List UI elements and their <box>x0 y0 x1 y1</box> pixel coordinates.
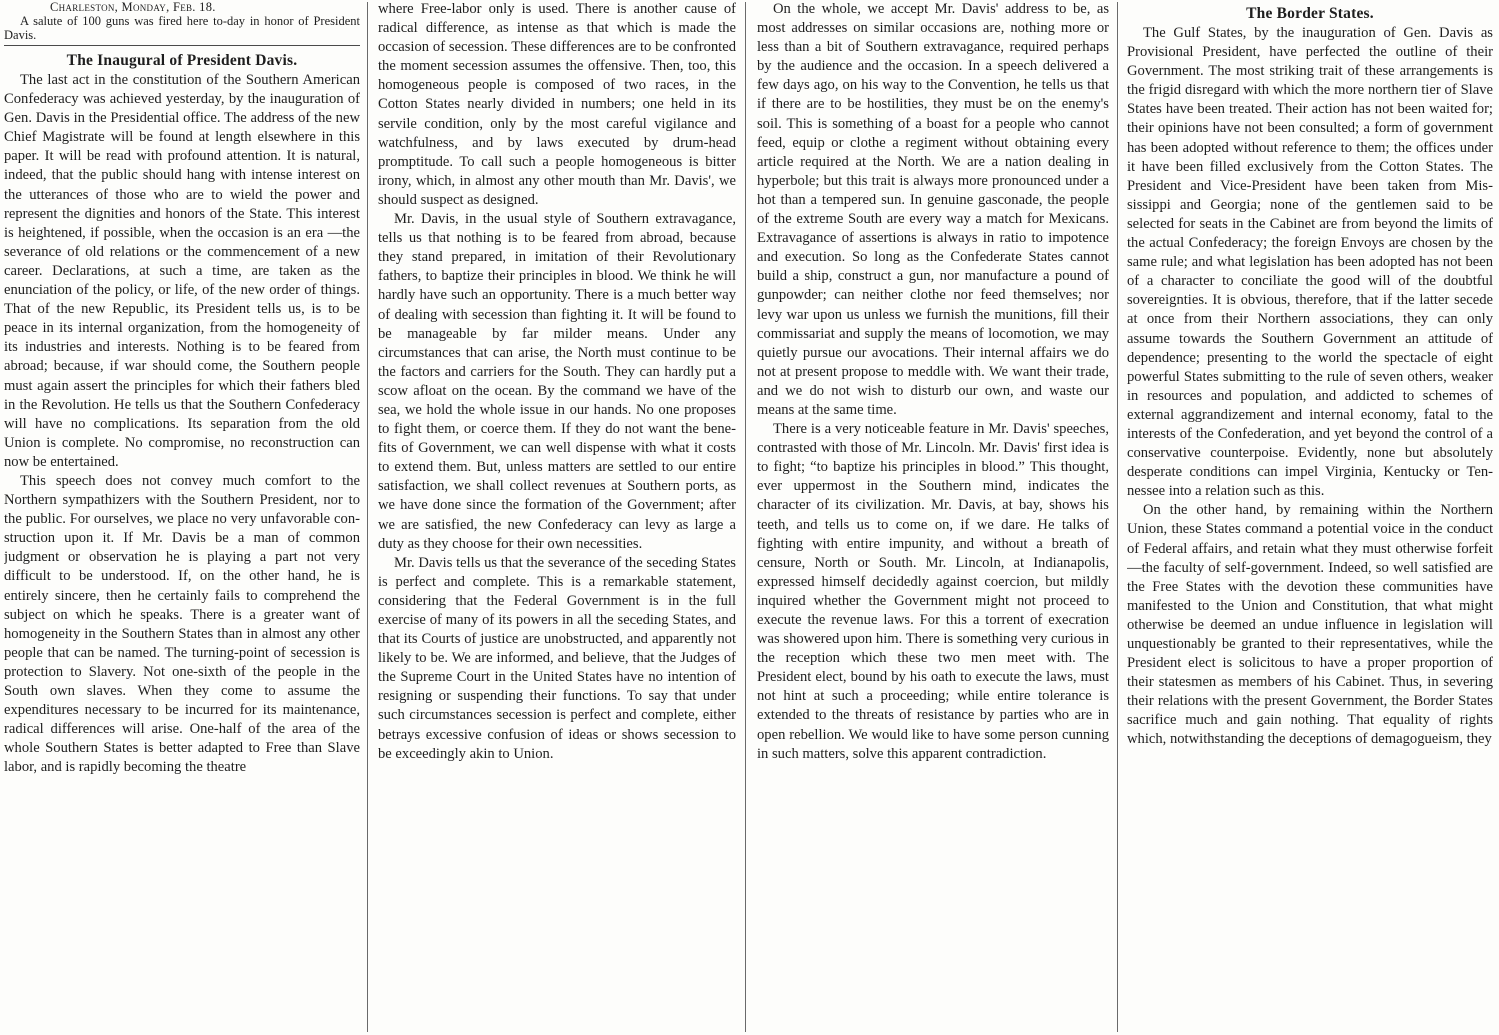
article-headline: The Border States. <box>1246 5 1374 22</box>
column-1 <box>4 0 360 1035</box>
article-headline: The Inaugural of President Davis. <box>66 52 298 69</box>
article-paragraph: On the whole, we accept Mr. Davis' address to be, as most addresses on similar occasions are, nothing more or less than a bit of Southern extravagance, required perhaps by the audience and the occasion. In a speech delivered a few days ago, on his way to the Convention, he tells us that if there are to be hostilities, they must be on the enemy's soil. This is something of a boast for a people who cannot feed, equip or clothe a regiment without obtaining every article required at the North. We are a nation dealing in hyperbole; but this trait is always more pronounced under a hot than a tempered sun. In genuine gasconade, the people of the extreme South are every way a match for Mexicans. Extravagance of assertions is always in ratio to impotence and execution. So long as the Confederate States cannot build a ship, construct a gun, nor manufacture a pound of gunpowder; can neither clothe nor feed themselves; nor levy war upon us unless we furnish the munitions, fill their commissariat and supply the means of locomotion, we may quietly pursue our avocations. Their internal affairs we do not at present propose to meddle with. We want their trade, and we do not wish to disturb our own, and waste our means at the same time. <box>757 1 1109 418</box>
column-rule <box>367 2 368 1032</box>
article-paragraph: where Free-labor only is used. There is another cause of radical difference, as intense as that which is made the occasion of secession. These differences are to be confronted the moment secession assumes the offensive. Then, too, this homogeneous people is composed of two races, in the Cotton States nearly divided in numbers; one held in its servile condition, only by the most careful vigilance and watchfulness, and by laws executed by drum-head promptitude. To call such a people homogeneous is bitter irony, which, in almost any other mouth than Mr. Davis', we should suspect as designed. <box>378 1 736 208</box>
column-2 <box>378 0 736 1035</box>
column-rule <box>745 2 746 1032</box>
column-4 <box>1127 0 1493 1035</box>
article-paragraph: There is a very noticeable feature in Mr. Davis' speeches, contrasted with those of Mr. Lincoln. Mr. Davis' first idea is to fight; “to baptize his principles in blood.” This thought, ever uppermost in the Southern mind, indicates the character of its civilization. Mr. Davis, at bay, shows his teeth, and tells us to come on, if we dare. He talks of fighting with entire impunity, and without a breath of censure, North or South. Mr. Lincoln, at Indianapolis, expressed himself decidedly against coercion, but mildly inquired whether the Government might not proceed to execute the revenue laws. For this a torrent of execration was showered upon him. There is something very curious in the reception which these two men meet with. The President elect, bound by his oath to execute the laws, must not hint at such a proceeding; while entire tolerance is extended to the threats of resistance by parties who are in open rebellion. We would like to have some person cunning in such matters, solve this apparent contradiction. <box>757 421 1109 762</box>
article-paragraph: Mr. Davis, in the usual style of Southern extravagance, tells us that nothing is to be feared from abroad, because they stand prepared, in imitation of their Revolutionary fathers, to baptize their principles in blood. We think he will hardly have such an opportunity. There is a much better way of dealing with secession than fighting it. It will be found to be manageable by far milder means. Under any circumstances that can arise, the North must continue to be the factors and carriers for the South. They can hardly put a scow afloat on the ocean. By the command we have of the sea, we hold the whole issue in our hands. No one proposes to fight them, or coerce them. If they do not want the benefits of Government, we can well dispense with what it costs to extend them. But, unless matters are settled to our entire satisfaction, we shall collect revenues at Southern ports, as we have done since the formation of the Government; after we are satisfied, the new Confederacy can levy as large a duty as they choose for their own necessities. <box>378 211 736 552</box>
dateline: Charleston, Monday, Feb. 18. <box>50 0 216 14</box>
section-divider <box>4 45 360 46</box>
column-3 <box>757 0 1109 1035</box>
article-paragraph: The Gulf States, by the inauguration of Gen. Davis as Provisional President, have perfected the outline of their Government. The most striking trait of these arrangements is the frigid disregard with which the more northern tier of Slave States have been treated. Their action has not been waited for; their opinions have not been consulted; a form of government has been adopted without reference to them; the offices under it have been filled exclusively from the Cotton States. The President and Vice-President have been taken from Mississippi and Georgia; none of the gentlemen said to be selected for seats in the Cabinet are from beyond the limits of the actual Confederacy; the foreign Envoys are chosen by the same rule; and what legislation has been adopted has not been of a character to conciliate the good will of the doubtful sovereignties. It is obvious, therefore, that if the latter secede at once from their Northern associations, they can only assume towards the Southern Government an attitude of dependence; presenting to the world the spectacle of eight powerful States submitting to the rule of seven others, weaker in resources and population, and addicted to schemes of external aggrandizement and internal economy, fatal to the interests of the Confederation, and yet beyond the control of a conservative counterpoise. Evidently, none but absolutely desperate conditions can impel Virginia, Kentucky or Tennessee into a relation such as this. <box>1127 25 1493 500</box>
news-brief: A salute of 100 guns was fired here to-day in honor of President Davis. <box>4 14 360 42</box>
article-paragraph: On the other hand, by remaining within the Northern Union, these States command a potential voice in the conduct of Federal affairs, and retain what they must otherwise forfeit—the faculty of self-government. Indeed, so well satisfied are the Free States with the devotion these communities have manifested to the Union and Constitution, that what might otherwise be deemed an undue influence in legislation will unquestionably be granted to their representatives, while the President elect is solicitous to have a proper proportion of their statesmen as members of his Cabinet. Thus, in severing their relations with the present Government, the Border States sacrifice much and gain nothing. That equality of rights which, notwithstanding the deceptions of demagogueism, they <box>1127 502 1493 748</box>
article-paragraph: This speech does not convey much comfort to the Northern sympathizers with the Southern President, nor to the public. For ourselves, we place no very unfavorable construction upon it. If Mr. Davis be a man of common judgment or observation he is playing a part not very difficult to be understood. If, on the other hand, he is entirely sincere, then he certainly fails to comprehend the subject on which he speaks. There is a greater want of homogeneity in the Southern States than in almost any other people that can be named. The turning-point of secession is protection to Slavery. Not one-sixth of the people in the South own slaves. When they come to assume the expenditures necessary to be incurred for its maintenance, radical differences will arise. One-half of the area of the whole Southern States is better adapted to Free than Slave labor, and is rapidly becoming the theatre <box>4 472 360 776</box>
article-paragraph: Mr. Davis tells us that the severance of the seceding States is perfect and complete. This is a remarkable statement, considering that the Federal Government is in the full exercise of many of its powers in all the seceding States, and that its Courts of justice are unobstructed, and apparently not likely to be. We are informed, and believe, that the Judges of the Supreme Court in the United States have no intention of resigning or suspending their functions. To say that under such circumstances secession is perfect and complete, either betrays excessive confusion of ideas or shows secession to be exceedingly akin to Union. <box>378 554 736 762</box>
article-paragraph: The last act in the constitution of the Southern American Confederacy was achieved yesterday, by the inauguration of Gen. Davis in the Presidential office. The address of the new Chief Magistrate will be found at length elsewhere in this paper. It will be read with profound attention. It is natural, indeed, that the public should hang with intense interest on the utterances of those who are to wield the power and represent the dignities and honors of the State. This interest is heightened, if possible, when the occasion is an era —the severance of old relations or the commencement of a new career. Declarations, at such a time, are taken as the enunciation of the policy, or life, of the new order of things. That of the new Republic, its President tells us, is to be peace in its internal organization, from the homogeneity of its industries and interests. Nothing is to be feared from abroad; because, if war should come, the Southern people must again assert the principles for which their fathers bled in the Revolution. He tells us that the Southern Confederacy will have no complications. Its separation from the old Union is complete. No compromise, no reconstruction can now be entertained. <box>4 72 360 470</box>
column-rule <box>1117 2 1118 1032</box>
